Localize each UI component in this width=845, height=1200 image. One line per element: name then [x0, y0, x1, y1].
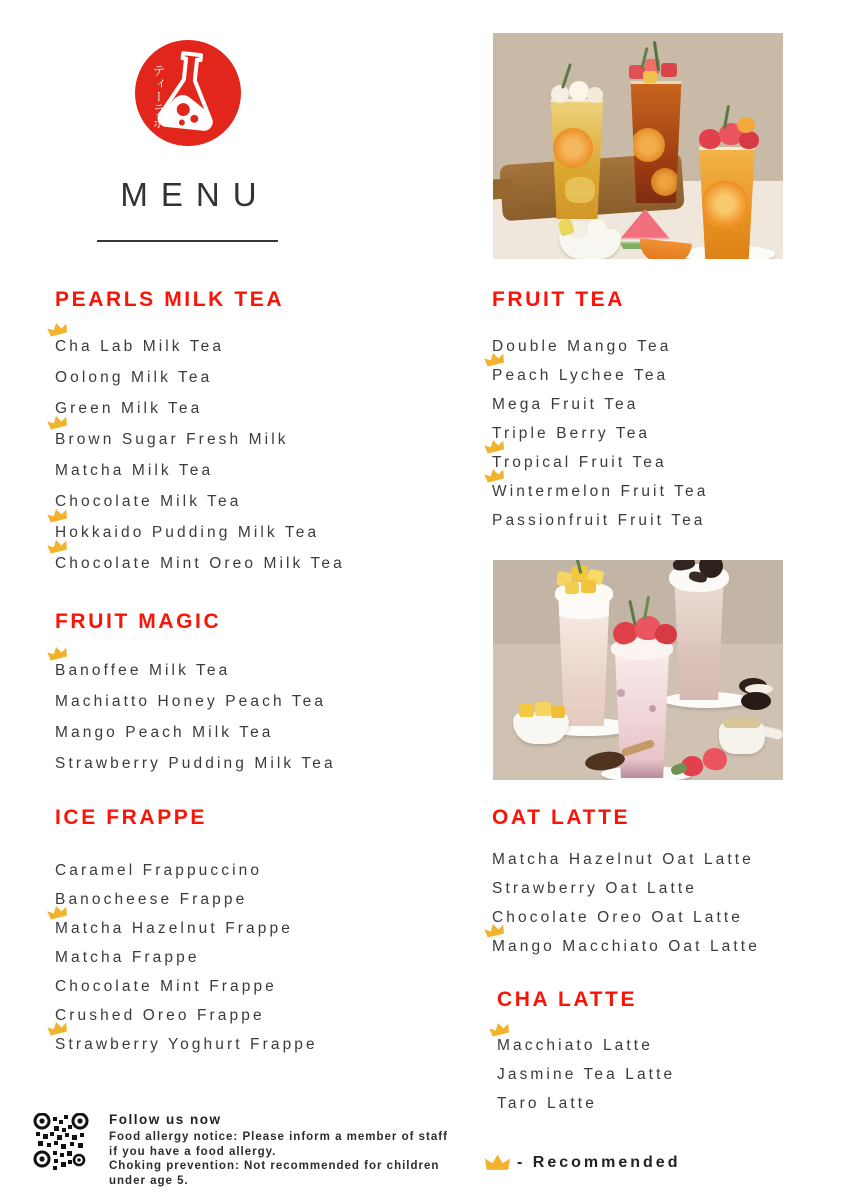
- menu-item-label: Chocolate Oreo Oat Latte: [492, 908, 744, 926]
- crown-recommended-icon: [46, 320, 70, 339]
- crown-recommended-icon: [46, 644, 70, 663]
- section-cha-latte: [497, 988, 845, 1118]
- menu-item: [55, 856, 415, 885]
- menu-item-label: Jasmine Tea Latte: [497, 1065, 676, 1083]
- menu-item: [55, 686, 415, 717]
- crown-legend-icon: [484, 1153, 511, 1172]
- menu-item: [55, 943, 415, 972]
- menu-item: [55, 331, 415, 362]
- menu-item-label: Strawberry Pudding Milk Tea: [55, 754, 336, 772]
- menu-item-label: Banocheese Frappe: [55, 890, 248, 908]
- menu-item: [497, 1060, 845, 1089]
- menu-item-label: Taro Latte: [497, 1094, 597, 1112]
- menu-item-label: Matcha Hazelnut Frappe: [55, 919, 293, 937]
- section-oat-latte: [492, 806, 845, 961]
- menu-item: [497, 1031, 845, 1060]
- menu-item: [497, 1089, 845, 1118]
- menu-item-label: Brown Sugar Fresh Milk: [55, 430, 289, 448]
- allergy-notice: Food allergy notice: Please inform a member of staff if you have a food allergy. Choking prevention: Not recommended for children under age 5.: [109, 1131, 448, 1187]
- menu-item: [55, 517, 415, 548]
- menu-item: [492, 361, 845, 390]
- follow-us-label: Follow us now: [109, 1112, 222, 1127]
- section-fruit-tea: [492, 288, 845, 535]
- photo-frappes: [493, 560, 783, 780]
- menu-item-label: Chocolate Mint Oreo Milk Tea: [55, 554, 345, 572]
- menu-item: [55, 972, 415, 1001]
- menu-item: [492, 932, 845, 961]
- menu-item-label: Mega Fruit Tea: [492, 395, 639, 413]
- menu-item-label: Cha Lab Milk Tea: [55, 337, 225, 355]
- menu-item-label: Wintermelon Fruit Tea: [492, 482, 709, 500]
- menu-item-label: Hokkaido Pudding Milk Tea: [55, 523, 320, 541]
- menu-item-label: Double Mango Tea: [492, 337, 672, 355]
- menu-item: [492, 506, 845, 535]
- crown-recommended-icon: [46, 537, 70, 556]
- menu-item-label: Passionfruit Fruit Tea: [492, 511, 706, 529]
- menu-item-label: Banoffee Milk Tea: [55, 661, 231, 679]
- menu-item-label: Crushed Oreo Frappe: [55, 1006, 265, 1024]
- recommended-label: - Recommended: [517, 1153, 681, 1171]
- menu-item-label: Triple Berry Tea: [492, 424, 651, 442]
- section-items: [55, 655, 415, 779]
- menu-item-label: Macchiato Latte: [497, 1036, 653, 1054]
- menu-item-label: Machiatto Honey Peach Tea: [55, 692, 327, 710]
- menu-item-label: Oolong Milk Tea: [55, 368, 213, 386]
- menu-item: [492, 903, 845, 932]
- flask-logo-icon: [133, 38, 243, 148]
- section-title: FRUIT MAGIC: [55, 610, 222, 633]
- title-divider: [97, 240, 278, 242]
- section-items: [55, 856, 415, 1059]
- section-items: [55, 331, 415, 579]
- menu-item-label: Mango Macchiato Oat Latte: [492, 937, 760, 955]
- menu-item: [55, 455, 415, 486]
- menu-item-label: Peach Lychee Tea: [492, 366, 669, 384]
- menu-item: [492, 845, 845, 874]
- menu-item: [55, 486, 415, 517]
- section-items: [497, 1031, 845, 1118]
- section-title: ICE FRAPPE: [55, 806, 208, 829]
- menu-item: [55, 748, 415, 779]
- menu-item: [492, 477, 845, 506]
- menu-item: [492, 874, 845, 903]
- menu-item: [55, 885, 415, 914]
- section-title: FRUIT TEA: [492, 288, 626, 311]
- menu-item: [55, 548, 415, 579]
- menu-item-label: Strawberry Yoghurt Frappe: [55, 1035, 318, 1053]
- menu-item: [492, 448, 845, 477]
- brand-logo: [133, 38, 243, 148]
- menu-item: [55, 393, 415, 424]
- menu-item-label: Chocolate Mint Frappe: [55, 977, 277, 995]
- menu-item: [55, 1030, 415, 1059]
- section-items: [492, 332, 845, 535]
- menu-item: [55, 362, 415, 393]
- menu-title: MENU: [120, 176, 270, 213]
- menu-item-label: Chocolate Milk Tea: [55, 492, 242, 510]
- menu-item: [492, 390, 845, 419]
- section-title: OAT LATTE: [492, 806, 631, 829]
- menu-item-label: Matcha Milk Tea: [55, 461, 214, 479]
- menu-item-label: Tropical Fruit Tea: [492, 453, 667, 471]
- qr-code: [33, 1113, 89, 1171]
- menu-item-label: Green Milk Tea: [55, 399, 203, 417]
- section-items: [492, 845, 845, 961]
- menu-item-label: Strawberry Oat Latte: [492, 879, 698, 897]
- menu-item: [55, 1001, 415, 1030]
- crown-recommended-icon: [46, 413, 70, 432]
- menu-item: [55, 717, 415, 748]
- svg-text:ティーラボ: ティーラボ: [149, 64, 165, 129]
- crown-recommended-icon: [46, 506, 70, 525]
- section-title: CHA LATTE: [497, 988, 638, 1011]
- menu-item-label: Mango Peach Milk Tea: [55, 723, 274, 741]
- section-fruit-magic: [55, 610, 415, 779]
- menu-item: [492, 419, 845, 448]
- section-pearls-milk-tea: [55, 288, 415, 579]
- section-ice-frappe: [55, 806, 415, 1059]
- photo-fruit-teas: [493, 33, 783, 259]
- menu-item-label: Matcha Hazelnut Oat Latte: [492, 850, 754, 868]
- menu-item: [55, 655, 415, 686]
- section-title: PEARLS MILK TEA: [55, 288, 285, 311]
- menu-item: [492, 332, 845, 361]
- menu-item-label: Caramel Frappuccino: [55, 861, 263, 879]
- menu-item: [55, 424, 415, 455]
- recommended-legend: [484, 1153, 680, 1172]
- menu-item: [55, 914, 415, 943]
- menu-item-label: Matcha Frappe: [55, 948, 200, 966]
